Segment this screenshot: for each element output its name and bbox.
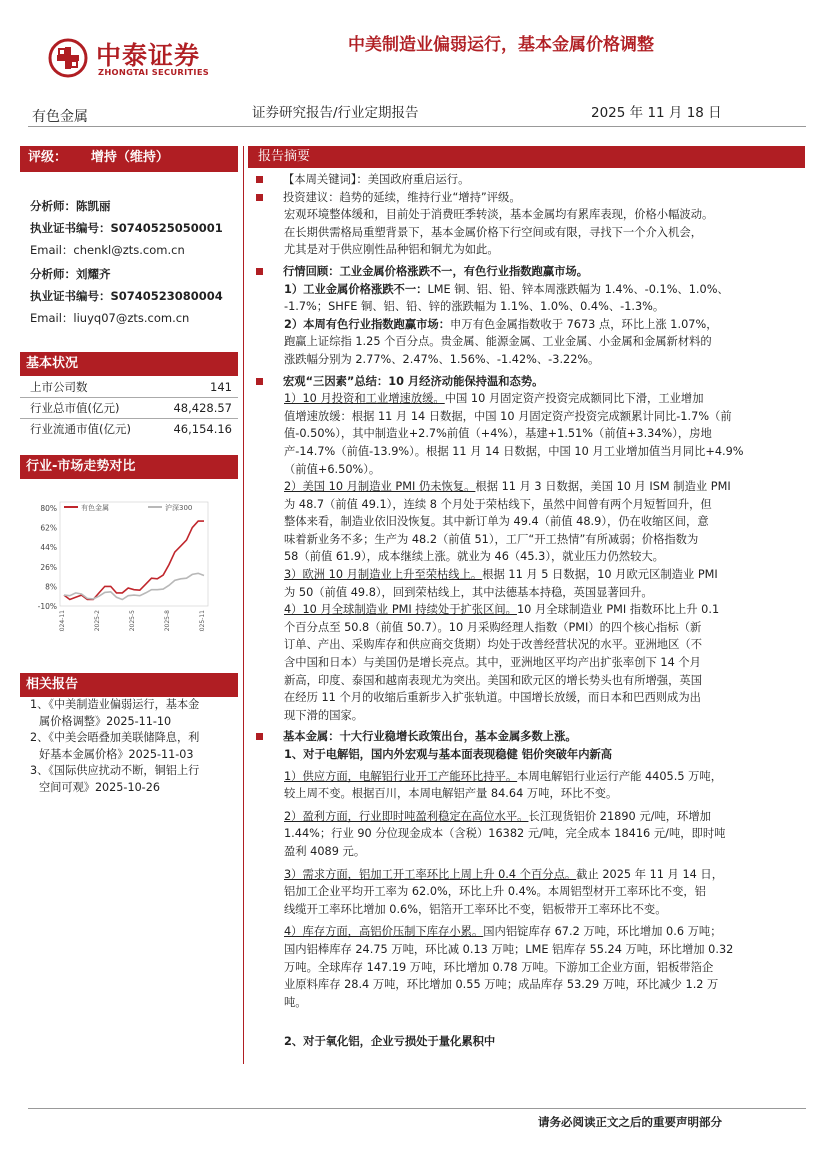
- basic-status-header: 基本状况: [20, 352, 238, 376]
- basic-row: [20, 378, 238, 397]
- section-heading: [256, 263, 806, 281]
- body-line: 含中国和日本）与美国仍是增长亮点。其中，亚洲地区平均产出扩张率创下 14 个月: [284, 656, 701, 670]
- body-text: 根据 11 月 3 日数据，美国 10 月 ISM 制造业 PMI: [475, 480, 731, 494]
- basic-row-value: 46,154.16: [173, 422, 232, 436]
- trend-chart-svg: [28, 492, 228, 632]
- body-line: 铝加工企业平均开工率为 62.0%，环比上升 0.4%。本周铝型材开工率环比不变，铝: [284, 885, 706, 899]
- underlined-heading: 1）10 月投资和工业增速放缓。: [284, 392, 445, 406]
- body-line: 值增速放缓：根据 11 月 14 日数据，中国 10 月固定资产投资完成额累计同比-1.7%（前: [284, 409, 732, 423]
- body-line: 1.44%；行业 90 分位现金成本（含税）16382 元/吨，完全成本 18416 元/吨，即时吨: [284, 827, 726, 841]
- body-text: 10 月全球制造业 PMI 指数环比上升 0.1: [516, 603, 720, 617]
- y-tick-label: 62%: [40, 523, 57, 533]
- rating-value: 增持（维持）: [90, 150, 169, 165]
- body-line: 业原料库存 28.4 万吨，环比增加 0.55 万吨；成品库存 53.29 万吨，环比减少 1.2 万: [284, 978, 719, 992]
- body-text: 中国 10 月固定资产投资完成额同比下滑，工业增加: [444, 392, 704, 406]
- footer-disclaimer: 请务必阅读正文之后的重要声明部分: [538, 1115, 722, 1129]
- body-line: 为 50（前值 49.8），回到荣枯线上，其中法德基本持稳，英国显著回升。: [284, 585, 653, 599]
- section-heading-text: 基本金属：十大行业稳增长政策出台，基本金属多数上涨。: [283, 730, 577, 744]
- analyst-2: [30, 265, 240, 328]
- section-heading: [256, 728, 806, 746]
- y-tick-label: 26%: [40, 562, 57, 572]
- related-item[interactable]: [30, 730, 240, 763]
- body-line: 涨跌幅分别为 2.77%、2.47%、1.56%、-1.42%、-3.22%。: [284, 352, 600, 366]
- body-line: [256, 566, 806, 584]
- underlined-heading: 2）盈利方面，行业即时吨盈利稳定在高位水平。: [284, 809, 529, 823]
- sub-heading: 1）工业金属价格涨跌不一：: [284, 282, 428, 296]
- keywords-text: 【本周关键词】：美国政府重启运行。: [283, 173, 470, 186]
- analyst-1-email-label: Email：: [30, 243, 74, 257]
- underlined-heading: 2）美国 10 月制造业 PMI 仍未恢复。: [284, 480, 476, 494]
- x-tick-label: 2025-5: [129, 610, 136, 632]
- report-date: 2025 年 11 月 18 日: [591, 105, 722, 121]
- body-text: 长江现货铝价 21890 元/吨，环增加: [528, 809, 711, 823]
- basic-row-key: 行业总市值(亿元): [30, 401, 120, 415]
- trend-header: 行业-市场走势对比: [20, 455, 238, 479]
- body-line: [256, 390, 806, 408]
- y-tick-label: 8%: [45, 582, 57, 592]
- series-line-nonferrous: [64, 521, 204, 599]
- body-line: [256, 808, 806, 826]
- trend-chart: [28, 492, 228, 632]
- section-heading-text: 宏观“三因素”总结：10 月经济动能保持温和态势。: [283, 374, 544, 388]
- body-line: [256, 281, 806, 299]
- underlined-heading: 3）欧洲 10 月制造业上升至荣枯线上。: [284, 568, 483, 582]
- sub-heading: 1、对于电解铝，国内外宏观与基本面表现稳健 铝价突破年内新高: [284, 748, 613, 761]
- body-text: 截止 2025 年 11 月 14 日，: [576, 867, 723, 881]
- body-line: 线缆开工率环比增加 0.6%，铝箔开工率环比不变，铝板带开工率环比不变。: [284, 902, 667, 916]
- analyst-1-name: 陈凯丽: [76, 199, 111, 213]
- sector-label: 有色金属: [32, 109, 88, 125]
- related-item-line: 好基本金属价格》2025-11-03: [39, 747, 194, 761]
- section-heading-text: 行情回顾：工业金属价格涨跌不一，有色行业指数跑赢市场。: [283, 264, 589, 278]
- summary-header: 报告摘要: [248, 146, 805, 168]
- x-tick-label: 2025-11: [199, 610, 206, 632]
- body-line: 现下滑的国家。: [284, 708, 364, 722]
- body-line: 尤其是对于供应刚性品种铝和铜尤为如此。: [284, 243, 499, 257]
- body-line: 整体来看，制造业依旧没恢复。其中新订单为 49.4（前值 48.9），仍在收缩区间，意: [284, 515, 709, 529]
- analyst-2-email[interactable]: liuyq07@zts.com.cn: [73, 311, 190, 325]
- underlined-heading: 4）10 月全球制造业 PMI 持续处于扩张区间。: [284, 603, 517, 617]
- body-line: 吨。: [284, 995, 307, 1009]
- analyst-1: [30, 197, 240, 260]
- y-tick-label: 80%: [40, 504, 57, 513]
- related-list: [30, 697, 240, 796]
- body-line: 盈利 4089 元。: [284, 844, 366, 858]
- body-text: LME 铜、铝、铅、锌本周涨跌幅为 1.4%、-0.1%、1.0%、: [427, 282, 729, 296]
- analyst-2-cert: S0740523080004: [110, 289, 223, 303]
- body-text: 本周电解铝行业运行产能 4405.5 万吨，: [517, 769, 723, 783]
- bullet-icon: [256, 268, 263, 275]
- body-line: [256, 923, 806, 941]
- main-content: [256, 171, 806, 1051]
- document-title: 中美制造业偏弱运行，基本金属价格调整: [348, 35, 654, 55]
- body-text: 根据 11 月 5 日数据，10 月欧元区制造业 PMI: [482, 568, 718, 582]
- y-tick-label: 44%: [40, 543, 57, 553]
- body-text: 国内铝锭库存 67.2 万吨，环比增加 0.6 万吨；: [483, 925, 722, 939]
- related-item-line: 2、《中美会晤叠加美联储降息，利: [30, 731, 200, 744]
- analyst-1-cert: S0740525050001: [110, 221, 223, 235]
- analyst-2-cert-label: 执业证书编号：: [30, 289, 111, 303]
- body-line: 跑赢上证综指 1.25 个百分点。贵金属、能源金属、工业金属、小金属和金属新材料的: [284, 335, 712, 349]
- x-tick-label: 2025-2: [94, 610, 101, 632]
- legend-label: 有色金属: [81, 504, 109, 512]
- section-heading: [256, 373, 806, 391]
- basic-row-key: 行业流通市值(亿元): [30, 422, 131, 436]
- body-line: 产-14.7%（前值-13.9%）。根据 11 月 14 日数据，中国 10 月工业增加值当月同比+4.9%: [284, 444, 744, 458]
- related-item[interactable]: [30, 763, 240, 796]
- analyst-1-cert-label: 执业证书编号：: [30, 221, 111, 235]
- column-divider: [243, 146, 244, 1064]
- footer-divider: [28, 1108, 806, 1109]
- sub-heading: 2、对于氧化铝，企业亏损处于量化累积中: [284, 1035, 496, 1049]
- body-line: [256, 316, 806, 334]
- basic-status-table: [20, 378, 238, 439]
- body-line: 在长期供需格局重塑背景下，基本金属价格下行空间或有限，寻找下一个介入机会，: [284, 225, 702, 239]
- body-line: [256, 601, 806, 619]
- advice-text: 投资建议：趋势的延续，维持行业“增持”评级。: [283, 190, 521, 204]
- x-tick-label: 2025-8: [164, 610, 171, 632]
- body-line: 58（前值 61.9），成本继续上涨。就业为 46（45.3），就业压力仍然较大。: [284, 550, 664, 564]
- underlined-heading: 3）需求方面，铝加工开工率环比上周上升 0.4 个百分点。: [284, 867, 577, 881]
- basic-row-value: 48,428.57: [173, 401, 232, 415]
- brand-name-en: ZHONGTAI SECURITIES: [98, 67, 210, 77]
- zhongtai-logo-icon: [48, 38, 88, 78]
- related-header: 相关报告: [20, 673, 238, 697]
- body-line: 宏观环境整体缓和，目前处于消费旺季转淡，基本金属均有累库表现，价格小幅波动。: [284, 208, 714, 222]
- body-line: 国内铝棒库存 24.75 万吨，环比减 0.13 万吨；LME 铝库存 55.24 万吨，环比增加 0.32: [284, 942, 734, 956]
- analyst-1-name-label: 分析师：: [30, 199, 76, 213]
- body-line: 味着新业务不多；生产为 48.2（前值 51），工厂“开工热情”有所减弱；价格指数为: [284, 532, 699, 546]
- basic-row: [20, 419, 238, 439]
- related-item-line: 3、《国际供应扰动不断，铜铝上行: [30, 764, 200, 777]
- series-line-hs300: [64, 573, 204, 599]
- body-line: 个百分点至 50.8（前值 50.7）。10 月采购经理人指数（PMI）的四个核心指标（新: [284, 620, 702, 634]
- body-line: 较上周不变。根据百川，本周电解铝产量 84.64 万吨，环比不变。: [284, 787, 618, 801]
- advice-line: [256, 189, 806, 207]
- body-line: 万吨。全球库存 147.19 万吨，环比增加 0.78 万吨。下游加工企业方面，铝板带箔企: [284, 960, 714, 974]
- related-item-line: 1、《中美制造业偏弱运行，基本金: [30, 698, 200, 711]
- legend-label: 沪深300: [165, 504, 193, 512]
- analyst-2-email-label: Email：: [30, 311, 74, 325]
- related-item-line: 空间可观》2025-10-26: [39, 780, 160, 794]
- report-type: 证券研究报告/行业定期报告: [252, 105, 419, 121]
- bullet-icon: [256, 194, 263, 201]
- analyst-1-email[interactable]: chenkl@zts.com.cn: [73, 243, 185, 257]
- body-line: 订单、产出、采购库存和供应商交货期）均处于改善经营状况的水平。亚洲地区（不: [284, 638, 702, 652]
- underlined-heading: 4）库存方面，高铝价压制下库存小累。: [284, 925, 484, 939]
- rating-label: 评级：: [28, 150, 68, 165]
- body-line: 为 48.7（前值 49.1），连续 8 个月处于荣枯线下，虽然中间曾有两个月短暂回升，但: [284, 497, 712, 511]
- basic-row-key: 上市公司数: [30, 380, 88, 394]
- analyst-2-name-label: 分析师：: [30, 267, 76, 281]
- brand-name: 中泰证券: [96, 41, 201, 70]
- body-line: [256, 768, 806, 786]
- y-tick-label: -10%: [37, 602, 57, 611]
- rating-box: [20, 146, 238, 172]
- body-line: 在经历 11 个月的收缩后重新步入扩张轨道。中国增长放缓，而日本和巴西则成为出: [284, 691, 701, 705]
- body-text: 申万有色金属指数收于 7673 点，环比上涨 1.07%，: [450, 317, 718, 331]
- analyst-2-name: 刘耀齐: [76, 267, 111, 281]
- bullet-icon: [256, 176, 263, 183]
- related-item-line: 属价格调整》2025-11-10: [39, 714, 172, 728]
- body-line: [256, 866, 806, 884]
- bullet-icon: [256, 733, 263, 740]
- body-line: 值-0.50%），其中制造业+2.7%前值（+4%），基建+1.51%（前值+3.34%），房地: [284, 427, 712, 441]
- body-line: -1.7%；SHFE 铜、铝、铅、锌的涨跌幅为 1.1%、1.0%、0.4%、-1.3%。: [284, 300, 665, 314]
- header-divider: [28, 126, 806, 127]
- body-line: （前值+6.50%）。: [284, 462, 381, 476]
- sub-heading: 2）本周有色行业指数跑赢市场：: [284, 317, 451, 331]
- bullet-icon: [256, 378, 263, 385]
- basic-row-value: 141: [210, 380, 232, 394]
- keywords-line: [256, 171, 806, 189]
- body-line: 新高，印度、泰国和越南表现尤为突出。美国和欧元区的增长势头也有所增强，英国: [284, 673, 702, 687]
- underlined-heading: 1）供应方面，电解铝行业开工产能环比持平。: [284, 769, 518, 783]
- basic-row: [20, 398, 238, 418]
- related-item[interactable]: [30, 697, 240, 730]
- body-line: [256, 478, 806, 496]
- x-tick-label: 2024-11: [59, 610, 66, 632]
